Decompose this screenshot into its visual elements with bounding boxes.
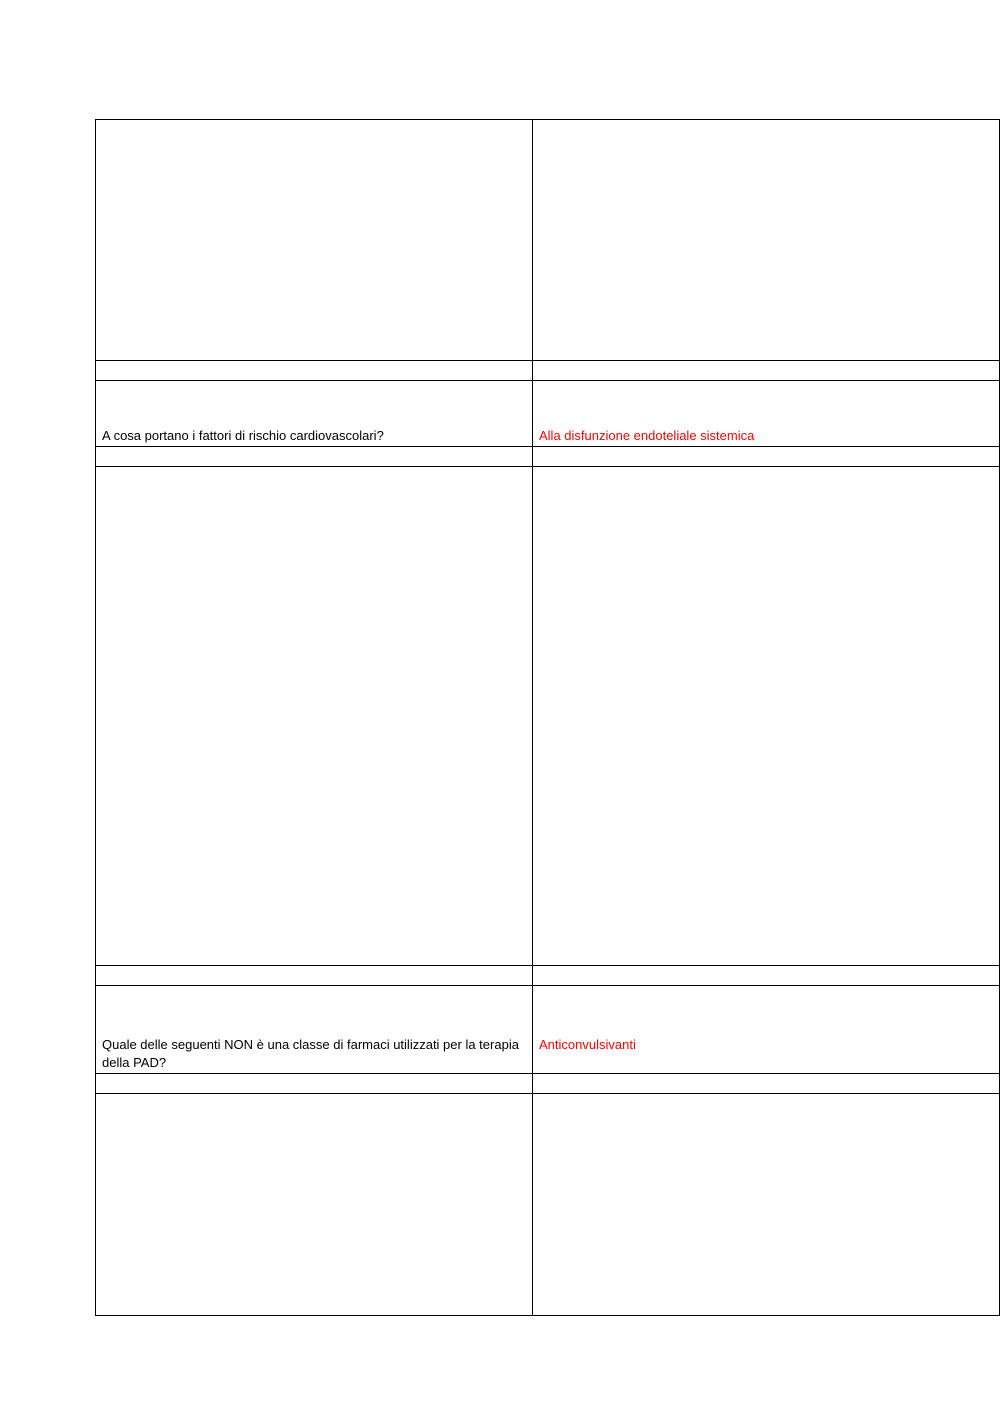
- table-row: [96, 120, 1000, 361]
- answer-cell: [533, 447, 1000, 467]
- table-row: [96, 361, 1000, 381]
- question-cell: [96, 1074, 533, 1094]
- question-cell: [96, 1094, 533, 1316]
- answer-cell: [533, 1094, 1000, 1316]
- question-cell: [96, 966, 533, 986]
- question-cell: Quale delle seguenti NON è una classe di farmaci utilizzati per la terapia della PAD?: [96, 986, 533, 1074]
- answer-cell: Alla disfunzione endoteliale sistemica: [533, 381, 1000, 447]
- table-row: [96, 1094, 1000, 1316]
- table-row: [96, 1074, 1000, 1094]
- answer-cell: [533, 467, 1000, 966]
- table-row: [96, 966, 1000, 986]
- question-cell: [96, 120, 533, 361]
- answer-cell: [533, 1074, 1000, 1094]
- answer-cell: Anticonvulsivanti: [533, 986, 1000, 1074]
- table-row: [96, 447, 1000, 467]
- table-row: [96, 467, 1000, 966]
- question-cell: [96, 447, 533, 467]
- table-row: [96, 986, 1000, 1074]
- answer-cell: [533, 966, 1000, 986]
- question-cell: [96, 467, 533, 966]
- answer-cell: [533, 361, 1000, 381]
- table-row: [96, 381, 1000, 447]
- answer-cell: [533, 120, 1000, 361]
- qa-table: [95, 119, 1000, 1316]
- question-cell: A cosa portano i fattori di rischio cardiovascolari?: [96, 381, 533, 447]
- question-cell: [96, 361, 533, 381]
